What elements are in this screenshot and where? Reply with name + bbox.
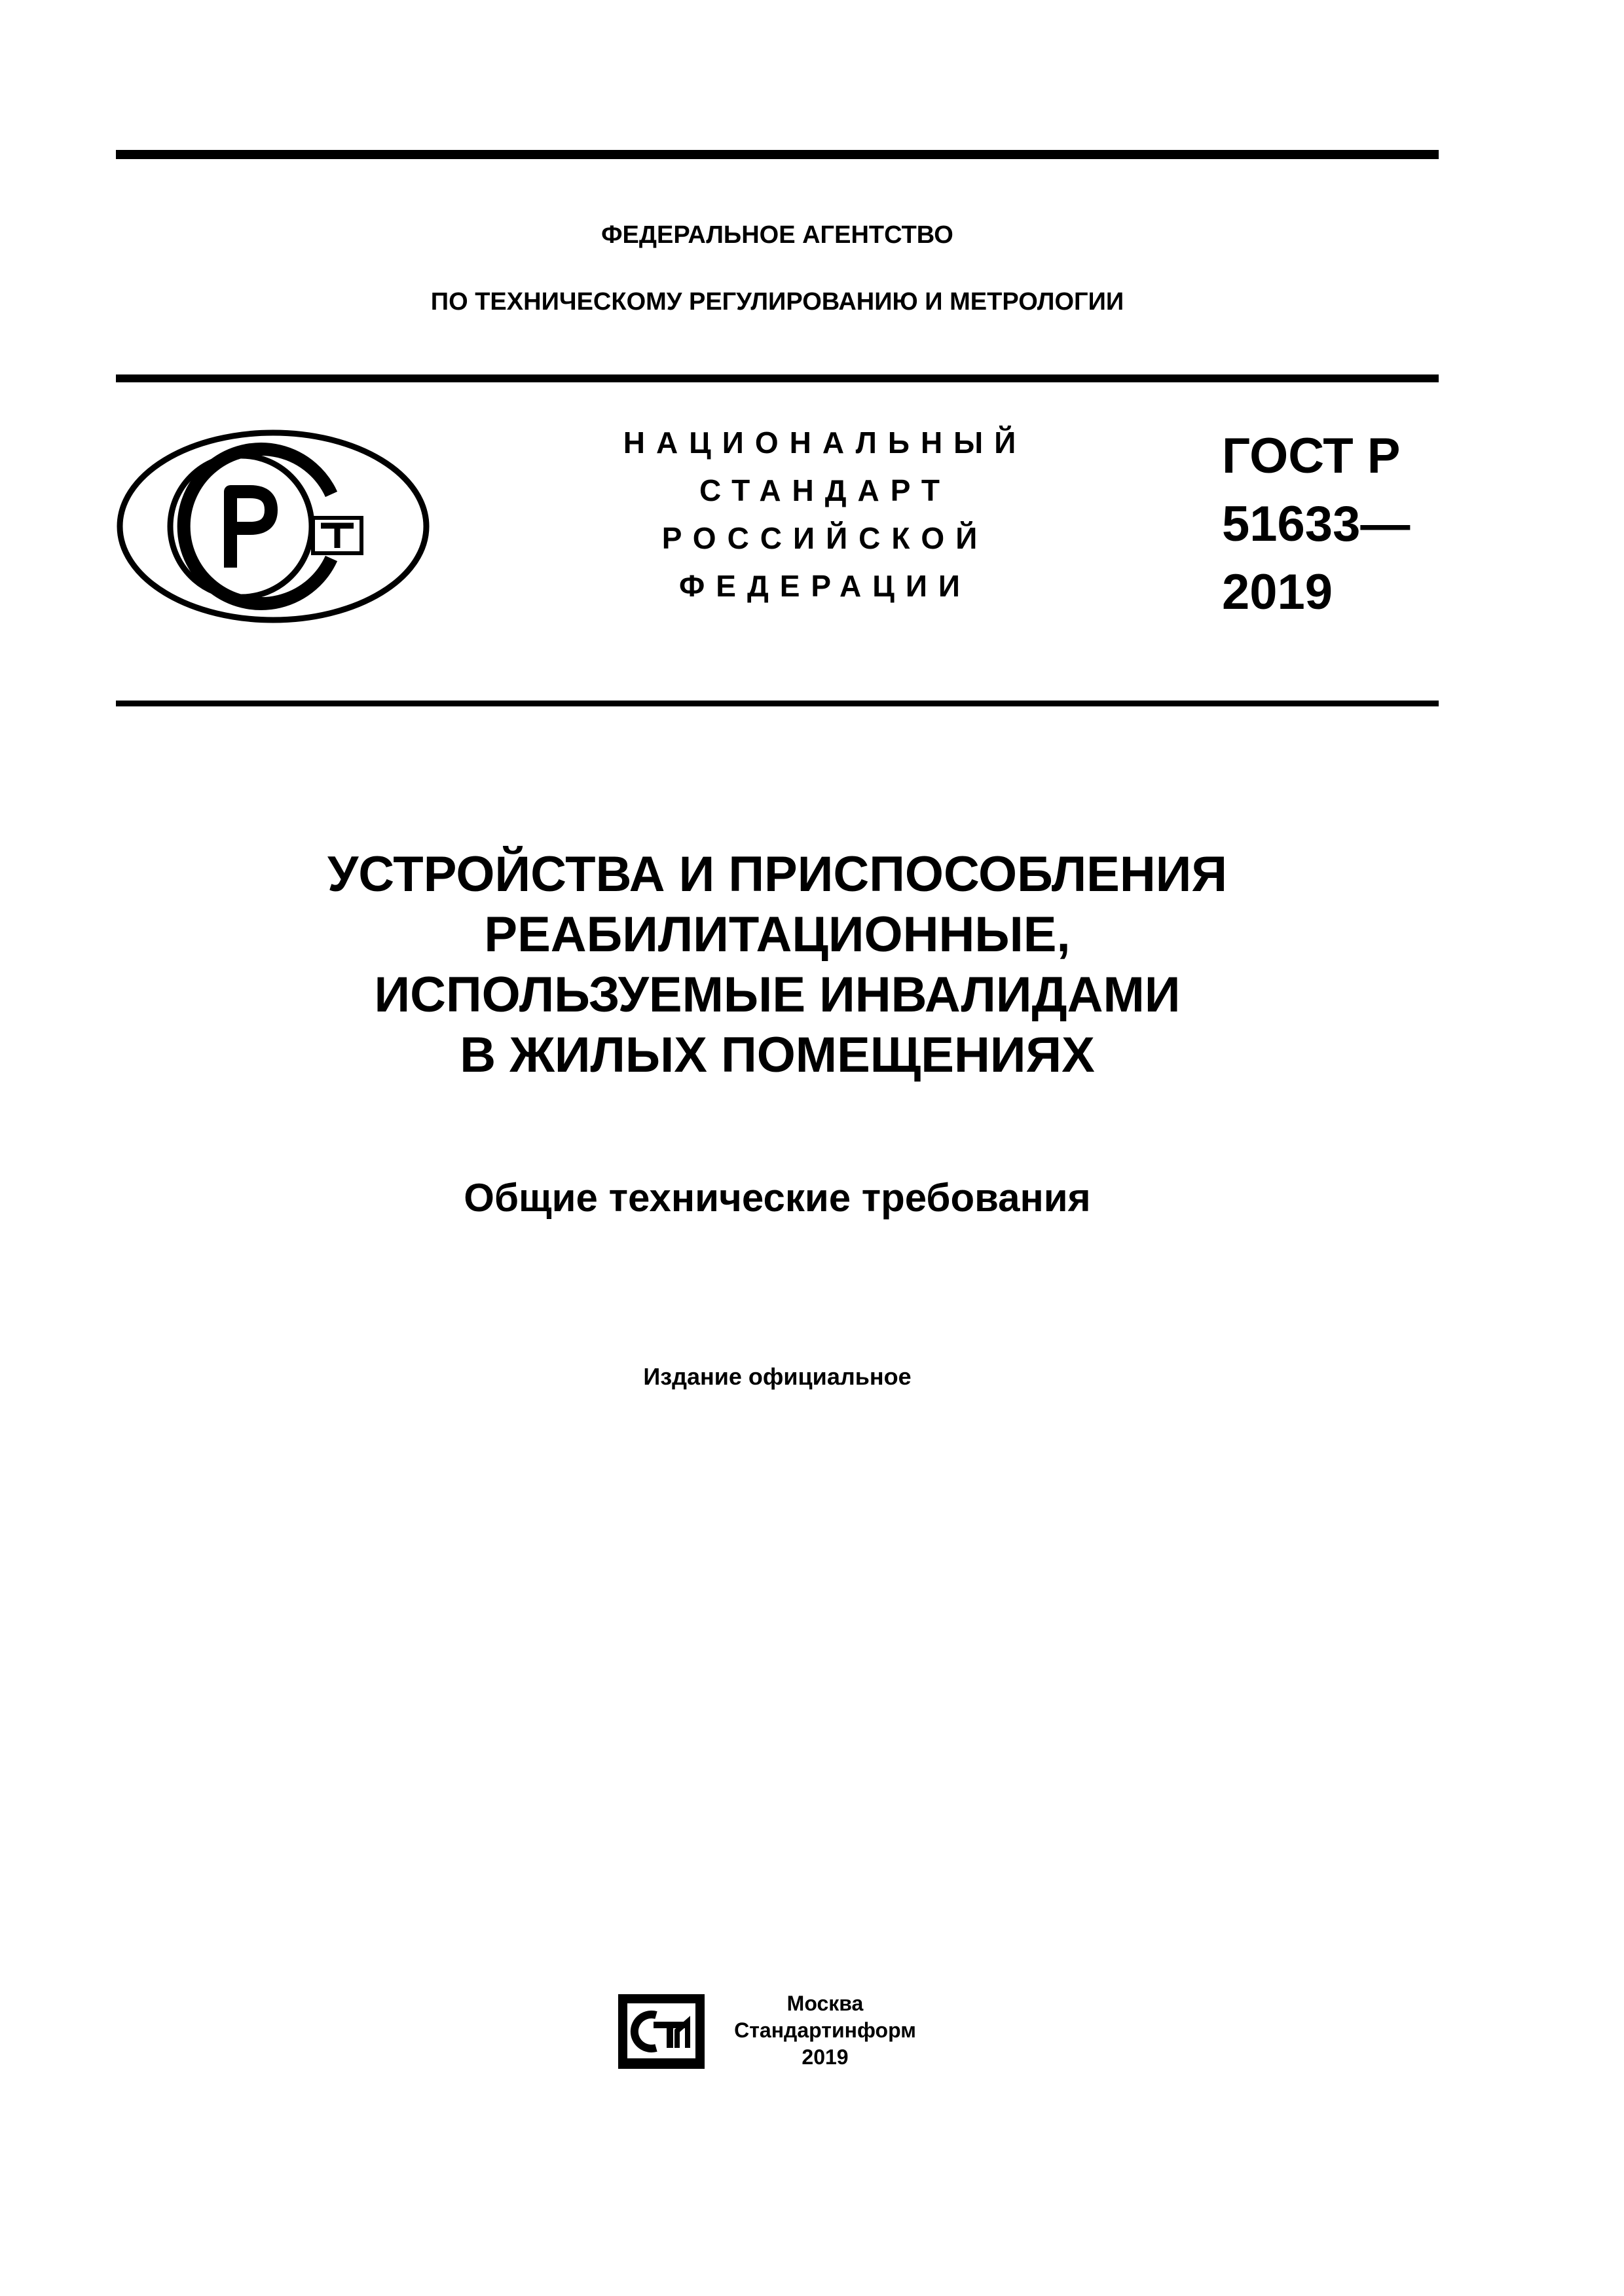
title-line-1: УСТРОЙСТВА И ПРИСПОСОБЛЕНИЯ (327, 847, 1227, 902)
imprint-city: Москва (786, 1992, 864, 2015)
title-line-3: ИСПОЛЬЗУЕМЫЕ ИНВАЛИДАМИ (374, 967, 1181, 1023)
header-rule (116, 374, 1439, 382)
document-title (0, 845, 1555, 1085)
imprint-year: 2019 (802, 2045, 849, 2069)
national-standard-line-3: РОССИЙСКОЙ (661, 521, 989, 555)
standartinform-logo-icon (616, 1992, 707, 2071)
national-standard-line-1: НАЦИОНАЛЬНЫЙ (623, 426, 1027, 460)
national-standard-label (589, 419, 1061, 610)
designation-year: 2019 (1222, 564, 1333, 620)
designation-number: 51633— (1222, 496, 1411, 552)
edition-label: Издание официальное (643, 1363, 912, 1390)
national-standard-line-4: ФЕДЕРАЦИИ (679, 569, 971, 603)
gost-r-logo-icon (115, 429, 431, 624)
top-rule (116, 150, 1439, 159)
section-rule (116, 701, 1439, 706)
national-standard-line-2: СТАНДАРТ (699, 473, 951, 507)
designation-prefix: ГОСТ Р (1222, 428, 1401, 484)
imprint-publisher: Стандартинформ (734, 2018, 916, 2042)
agency-line-2: ПО ТЕХНИЧЕСКОМУ РЕГУЛИРОВАНИЮ И МЕТРОЛОГИИ (430, 288, 1124, 316)
title-line-2: РЕАБИЛИТАЦИОННЫЕ, (484, 907, 1071, 962)
document-subtitle: Общие технические требования (464, 1176, 1091, 1220)
imprint (701, 1990, 950, 2071)
standard-designation (1222, 422, 1410, 627)
agency-line-1: ФЕДЕРАЛЬНОЕ АГЕНТСТВО (601, 221, 953, 249)
title-line-4: В ЖИЛЫХ ПОМЕЩЕНИЯХ (460, 1027, 1095, 1083)
